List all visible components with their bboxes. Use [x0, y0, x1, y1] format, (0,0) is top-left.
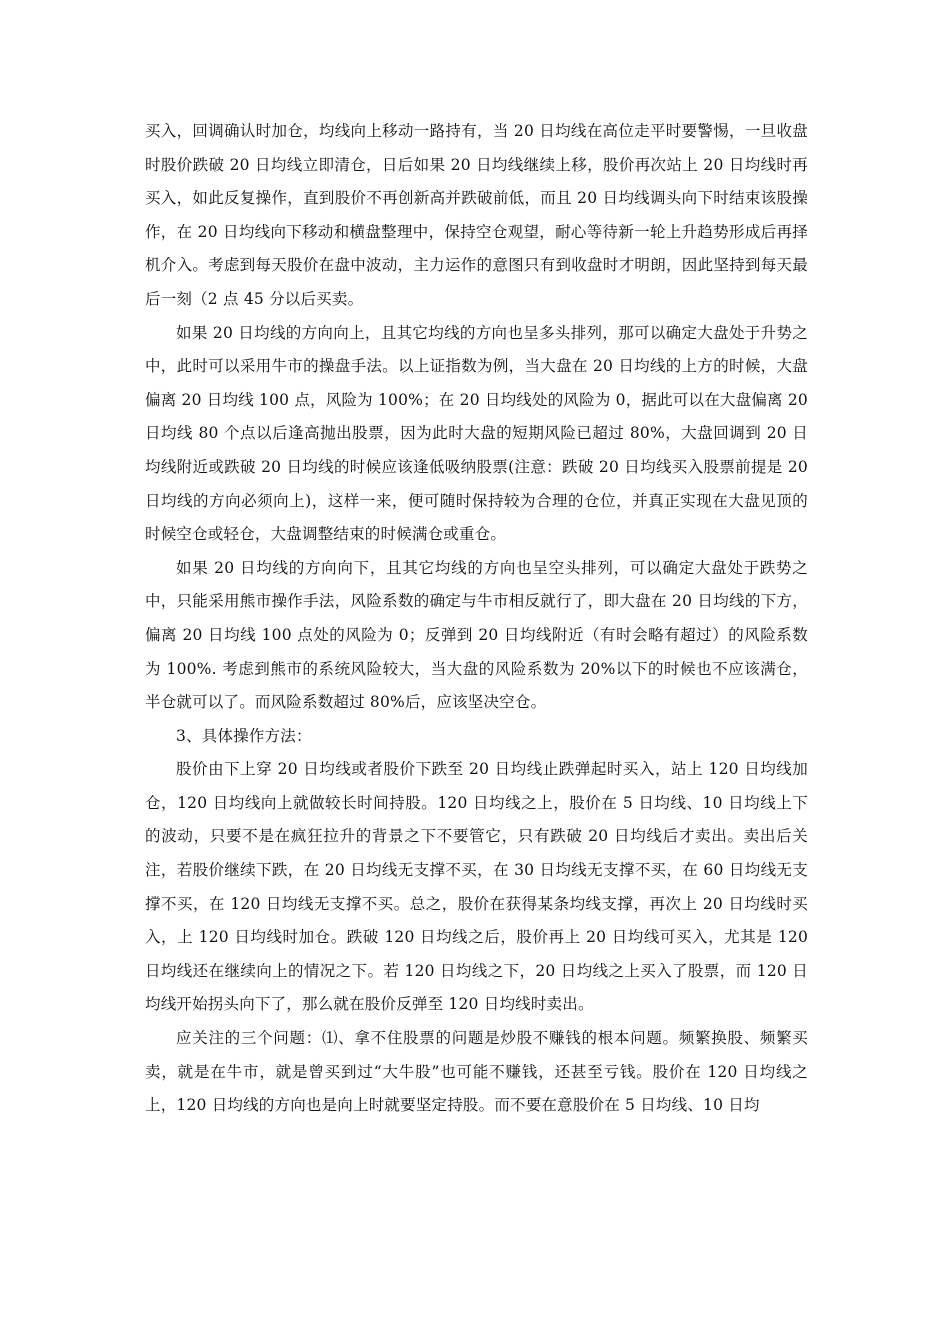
paragraph-uptrend: 如果 20 日均线的方向向上，且其它均线的方向也呈多头排列，那可以确定大盘处于升势之中，此时可以采用牛市的操盘手法。以上证指数为例，当大盘在 20 日均线的上方的时候，大盘偏离 20 日均线 100 点，风险为 100%；在 20 日均线处的风险为 0，据此可以在大盘偏离 20 日均线 80 个点以后逢高抛出股票，因为此时大盘的短期风险已超过 80%，大盘回调到 20 日均线附近或跌破 20 日均线的时候应该逢低吸纳股票(注意：跌破 20 日均线买入股票前提是 20 日均线的方向必须向上)，这样一来，便可随时保持较为合理的仓位，并真正实现在大盘见顶的时候空仓或轻仓，大盘调整结束的时候满仓或重仓。: [145, 323, 808, 544]
paragraph-issues: 应关注的三个问题：⑴、拿不住股票的问题是炒股不赚钱的根本问题。频繁换股、频繁买卖，就是在牛市，就是曾买到过“大牛股”也可能不赚钱，还甚至亏钱。股价在 120 日均线之上，120 日均线的方向也是向上时就要坚定持股。而不要在意股价在 5 日均线、10 日均: [145, 1029, 808, 1115]
document-body: [145, 115, 808, 1123]
paragraph-method: 股价由下上穿 20 日均线或者股价下跌至 20 日均线止跌弹起时买入，站上 120 日均线加仓，120 日均线向上就做较长时间持股。120 日均线之上，股价在 5 日均线、10 日均线上下的波动，只要不是在疯狂拉升的背景之下不要管它，只有跌破 20 日均线后才卖出。卖出后关注，若股价继续下跌，在 20 日均线无支撑不买，在 30 日均线无支撑不买，在 60 日均线无支撑不买，在 120 日均线无支撑不买。总之，股价在获得某条均线支撑，再次上 20 日均线时买入，上 120 日均线时加仓。跌破 120 日均线之后，股价再上 20 日均线可买入，尤其是 120 日均线还在继续向上的情况之下。若 120 日均线之下，20 日均线之上买入了股票，而 120 日均线开始拐头向下了，那么就在股价反弹至 120 日均线时卖出。: [145, 760, 808, 1014]
section-heading: 3、具体操作方法：: [176, 726, 312, 745]
paragraph-continuation: 买入，回调确认时加仓，均线向上移动一路持有，当 20 日均线在高位走平时要警惕，一旦收盘时股价跌破 20 日均线立即清仓，日后如果 20 日均线继续上移，股价再次站上 20 日均线时再买入，如此反复操作，直到股价不再创新高并跌破前低，而且 20 日均线调头向下时结束该股操作，在 20 日均线向下移动和横盘整理中，保持空仓观望，耐心等待新一轮上升趋势形成后再择机介入。考虑到每天股价在盘中波动，主力运作的意图只有到收盘时才明朗，因此坚持到每天最后一刻（2 点 45 分以后买卖。: [145, 122, 808, 308]
paragraph-downtrend: 如果 20 日均线的方向向下，且其它均线的方向也呈空头排列，可以确定大盘处于跌势之中，只能采用熊市操作手法，风险系数的确定与牛市相反就行了，即大盘在 20 日均线的下方，偏离 20 日均线 100 点处的风险为 0；反弹到 20 日均线附近（有时会略有超过）的风险系数为 100%. 考虑到熊市的系统风险较大，当大盘的风险系数为 20%以下的时候也不应该满仓，半仓就可以了。而风险系数超过 80%后，应该坚决空仓。: [145, 558, 808, 712]
